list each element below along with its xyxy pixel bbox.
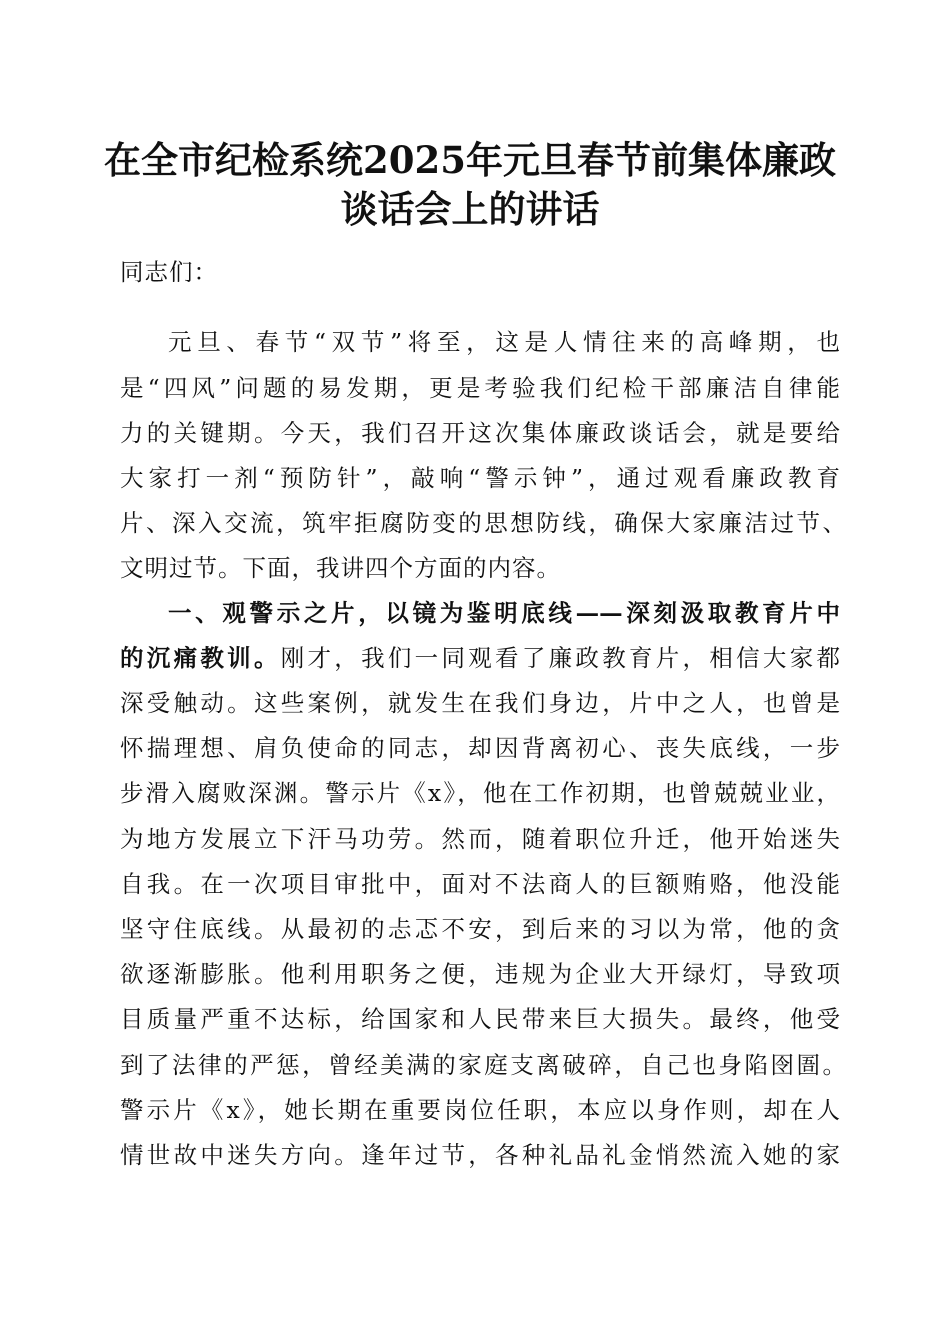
paragraph-line: 深受触动。这些案例，就发生在我们身边，片中之人，也曾是 bbox=[120, 689, 840, 717]
paragraph-line: 情世故中迷失方向。逢年过节，各种礼品礼金悄然流入她的家 bbox=[120, 1141, 840, 1169]
paragraph-line: 自我。在一次项目审批中，面对不法商人的巨额贿赂，他没能 bbox=[120, 870, 840, 898]
paragraph-line: 是“四风”问题的易发期，更是考验我们纪检干部廉洁自律能 bbox=[120, 374, 840, 402]
paragraph-line: 到了法律的严惩，曾经美满的家庭支离破碎，自己也身陷囹圄。 bbox=[120, 1051, 846, 1079]
document-title-line-1: 在全市纪检系统2025年元旦春节前集体廉政 bbox=[104, 138, 836, 182]
paragraph-line: 元旦、春节“双节”将至，这是人情往来的高峰期，也 bbox=[168, 328, 840, 356]
paragraph-line: 大家打一剂“预防针”，敲响“警示钟”，通过观看廉政教育 bbox=[120, 464, 840, 492]
section-heading-tail: 的沉痛教训。 bbox=[120, 644, 281, 672]
paragraph-line: 目质量严重不达标，给国家和人民带来巨大损失。最终，他受 bbox=[120, 1005, 840, 1033]
paragraph-line: 片、深入交流，筑牢拒腐防变的思想防线，确保大家廉洁过节、 bbox=[120, 509, 846, 537]
section-heading-line: 一、观警示之片，以镜为鉴明底线——深刻汲取教育片中 bbox=[168, 599, 840, 627]
paragraph-line: 步滑入腐败深渊。警示片《x》，他在工作初期，也曾兢兢业业， bbox=[120, 779, 840, 807]
paragraph-line-tail: 刚才，我们一同观看了廉政教育片，相信大家都 bbox=[280, 644, 841, 672]
paragraph-line: 为地方发展立下汗马功劳。然而，随着职位升迁，他开始迷失 bbox=[120, 825, 840, 853]
paragraph-line: 文明过节。下面，我讲四个方面的内容。 bbox=[120, 554, 561, 582]
paragraph-line: 警示片《x》，她长期在重要岗位任职，本应以身作则，却在人 bbox=[120, 1096, 840, 1124]
salutation: 同志们： bbox=[120, 258, 218, 286]
paragraph-line: 欲逐渐膨胀。他利用职务之便，违规为企业大开绿灯，导致项 bbox=[120, 960, 840, 988]
paragraph-line: 怀揣理想、肩负使命的同志，却因背离初心、丧失底线，一步 bbox=[120, 734, 840, 762]
paragraph-line: 力的关键期。今天，我们召开这次集体廉政谈话会，就是要给 bbox=[120, 419, 840, 447]
paragraph-line: 坚守住底线。从最初的忐忑不安，到后来的习以为常，他的贪 bbox=[120, 915, 840, 943]
document-title-line-2: 谈话会上的讲话 bbox=[340, 187, 600, 231]
section-heading-continuation bbox=[120, 636, 840, 680]
